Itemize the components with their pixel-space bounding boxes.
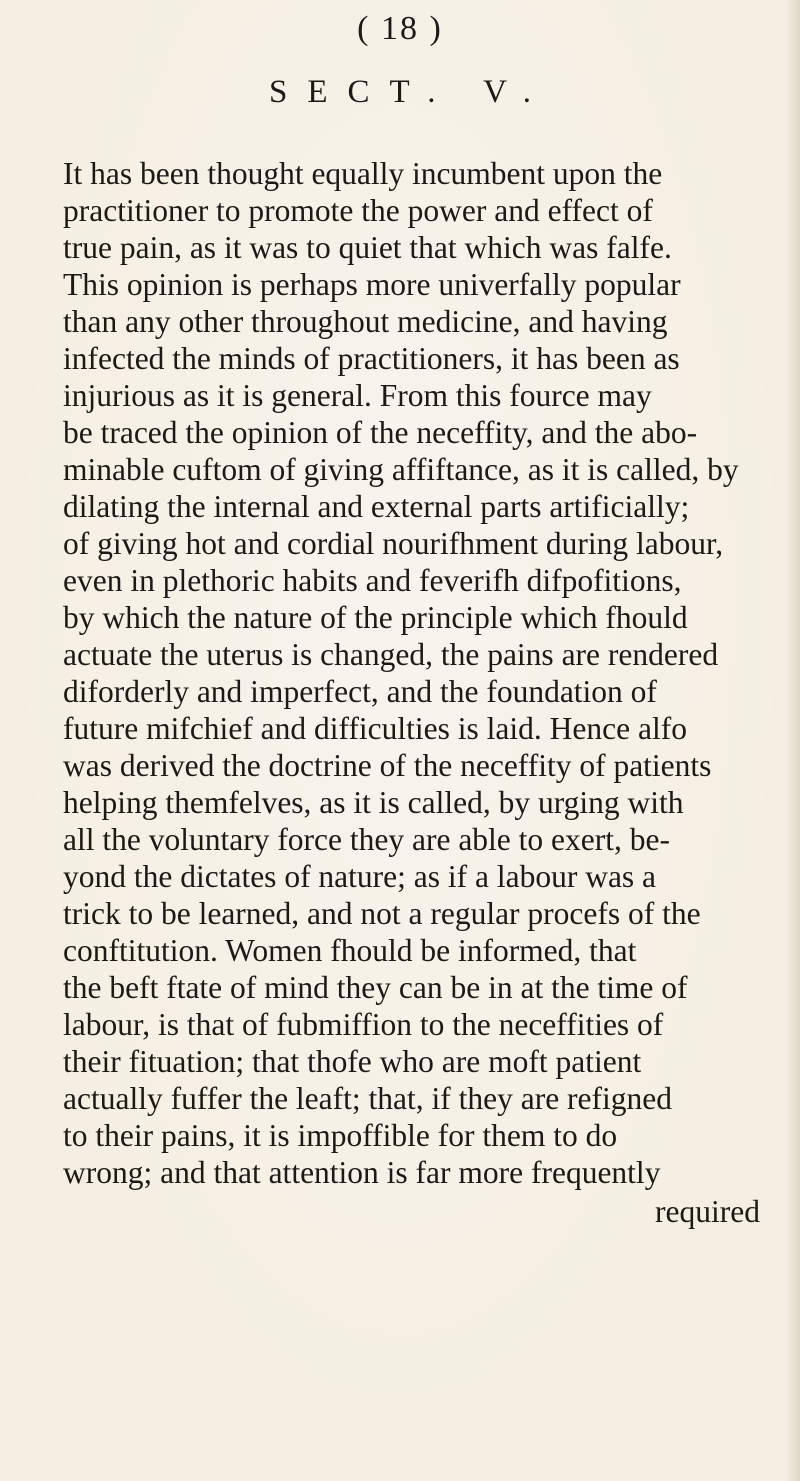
text-line: labour, is that of fubmiffion to the neceffities of	[63, 1007, 664, 1042]
text-line: true pain, as it was to quiet that which was falfe.	[63, 230, 672, 265]
text-line: of giving hot and cordial nourifhment during labour,	[63, 526, 724, 561]
text-line: actually fuffer the leaft; that, if they are refigned	[63, 1081, 672, 1116]
text-line: yond the dictates of nature; as if a labour was a	[63, 859, 657, 894]
text-line: all the voluntary force they are able to exert, be-	[63, 822, 670, 857]
catchword: required	[655, 1194, 760, 1229]
text-line: infected the minds of practitioners, it has been as	[63, 341, 680, 376]
text-line: to their pains, it is impoffible for them to do	[63, 1118, 618, 1153]
text-line: be traced the opinion of the neceffity, and the abo-	[63, 415, 698, 450]
text-line: even in plethoric habits and feverifh difpofitions,	[63, 563, 682, 598]
text-line: diforderly and imperfect, and the foundation of	[63, 674, 657, 709]
text-line: by which the nature of the principle which fhould	[63, 600, 688, 635]
text-line: trick to be learned, and not a regular procefs of the	[63, 896, 701, 931]
text-line: minable cuftom of giving affiftance, as it is called, by	[63, 452, 739, 487]
text-line: helping themfelves, as it is called, by urging with	[63, 785, 684, 820]
section-heading: SECT. V.	[269, 74, 551, 110]
page-number: ( 18 )	[357, 10, 443, 47]
text-line: injurious as it is general. From this fource may	[63, 378, 652, 413]
text-line: wrong; and that attention is far more frequently	[63, 1155, 661, 1190]
text-line: their fituation; that thofe who are moft patient	[63, 1044, 642, 1079]
text-line: future mifchief and difficulties is laid. Hence alfo	[63, 711, 687, 746]
text-line: than any other throughout medicine, and having	[63, 304, 668, 339]
text-line: actuate the uterus is changed, the pains are rendered	[63, 637, 719, 672]
text-line: practitioner to promote the power and effect of	[63, 193, 653, 228]
text-line: It has been thought equally incumbent upon the	[63, 156, 663, 191]
text-line: dilating the internal and external parts artificially;	[63, 489, 690, 524]
text-line: was derived the doctrine of the neceffity of patients	[63, 748, 712, 783]
text-line: This opinion is perhaps more univerfally popular	[63, 267, 681, 302]
text-line: the beft ftate of mind they can be in at the time of	[63, 970, 688, 1005]
text-line: conftitution. Women fhould be informed, that	[63, 933, 637, 968]
